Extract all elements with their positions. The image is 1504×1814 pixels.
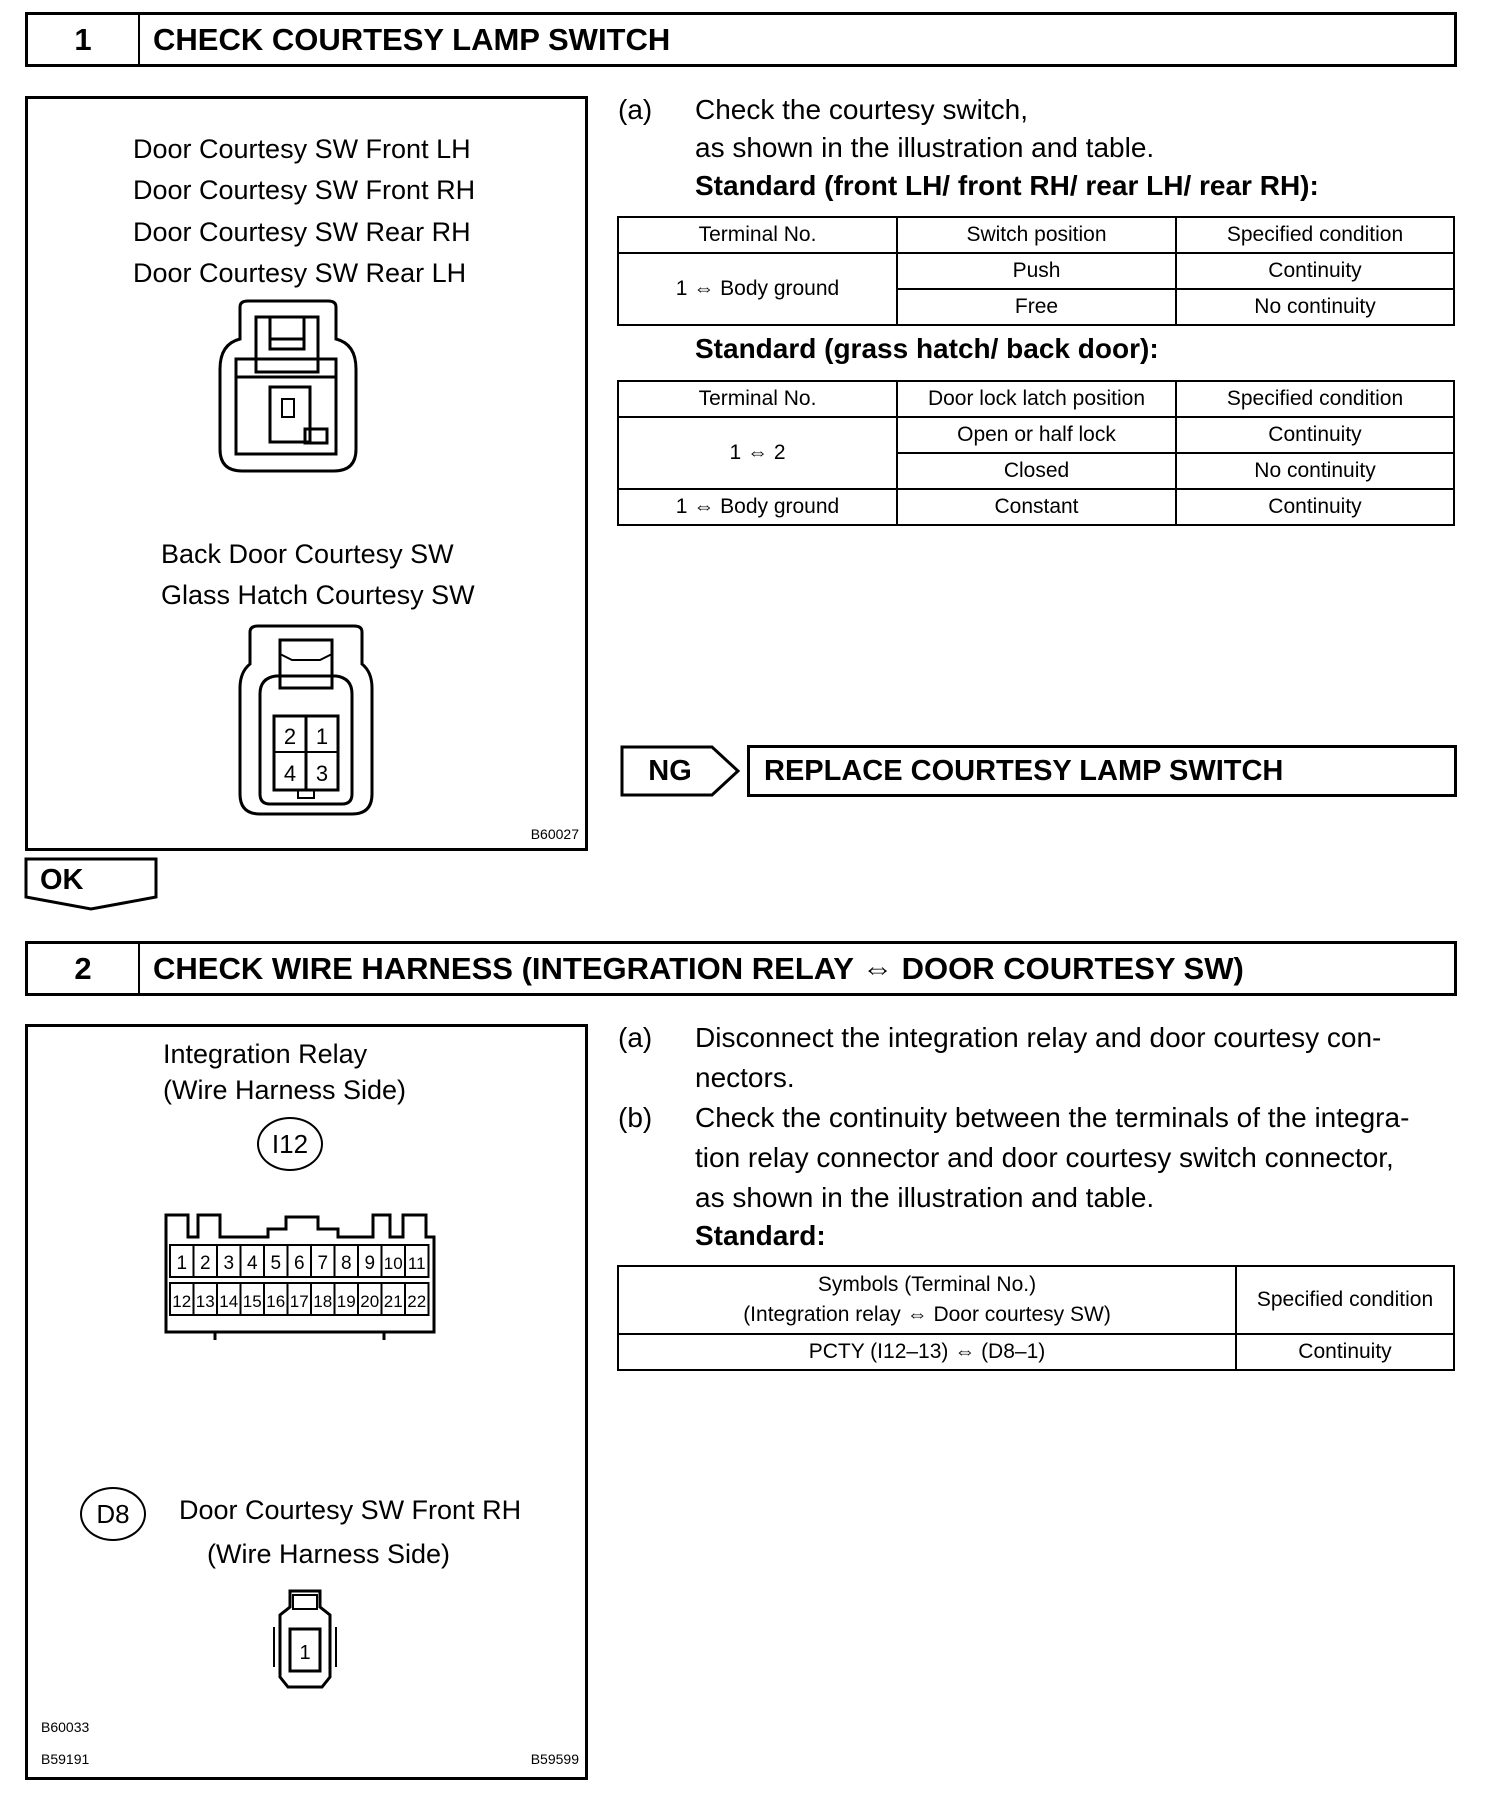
standard1-heading: Standard (front LH/ front RH/ rear LH/ rear RH): [695,170,1319,201]
cell-terminal: 1 ⇔ Body ground [618,253,897,325]
relay-pin-number: 3 [223,1253,235,1274]
th-condition: Specified condition [1236,1266,1454,1334]
ng-label: NG [648,755,692,787]
cell-position: Constant [897,489,1176,525]
relay-pin-number: 13 [195,1292,215,1311]
table-harness-continuity [617,1265,1455,1371]
cell-position: Open or half lock [897,417,1176,453]
th-condition: Specified condition [1176,381,1454,417]
back-door-switch-connector-icon [236,624,381,819]
relay-pin-number: 1 [176,1253,188,1274]
relay-pin-number: 21 [383,1292,403,1311]
instruction-line: as shown in the illustration and table. [695,1182,1155,1213]
cell-position: Free [897,289,1176,325]
cell-symbols: PCTY (I12–13) ⇔ (D8–1) [618,1334,1236,1370]
instruction-line: Check the continuity between the terminals of the integra- [695,1102,1410,1133]
th-switch-position: Switch position [897,217,1176,253]
relay-pin-number: 2 [199,1253,211,1274]
step-title: CHECK COURTESY LAMP SWITCH [153,22,671,57]
step2-header [25,941,1457,996]
relay-pin-number: 15 [242,1292,262,1311]
table-hatch-back-door [617,380,1455,526]
relay-pin-number: 5 [270,1253,282,1274]
ng-action: REPLACE COURTESY LAMP SWITCH [747,745,1457,797]
integration-relay-connector-icon [158,1207,478,1357]
step1-instruction [618,90,1458,170]
cell-condition: No continuity [1176,453,1454,489]
instruction-line: as shown in the illustration and table. [695,132,1155,163]
marker-a: (a) [618,1022,653,1053]
relay-pin-number: 4 [246,1253,258,1274]
relay-pin-number: 20 [360,1292,380,1311]
door-switch-connector-icon [208,299,368,479]
label-front-lh: Door Courtesy SW Front LH [133,134,471,164]
step-number: 1 [28,15,140,64]
marker-b: (b) [618,1102,653,1133]
marker-a: (a) [618,94,653,125]
step-title: CHECK WIRE HARNESS (INTEGRATION RELAY ⇔ DOOR COURTESY SW) [153,951,1244,986]
label-glass-hatch: Glass Hatch Courtesy SW [161,580,475,610]
step-number: 2 [28,944,140,993]
cell-condition: Continuity [1176,489,1454,525]
instruction-line: nectors. [695,1062,795,1093]
cell-condition: Continuity [1176,417,1454,453]
door-courtesy-connector-icon [268,1587,348,1697]
cell-position: Closed [897,453,1176,489]
relay-pin-number: 16 [266,1292,286,1311]
th-terminal: Terminal No. [618,217,897,253]
th-symbols [618,1266,1236,1334]
relay-pin-number: 17 [289,1292,309,1311]
cell-terminal: 1 ⇔ 2 [618,417,897,489]
relay-pin-number: 6 [293,1253,305,1274]
pin-4: 4 [283,761,297,786]
label-rear-lh: Door Courtesy SW Rear LH [133,258,467,288]
relay-pin-number: 9 [364,1253,376,1274]
cell-condition: Continuity [1236,1334,1454,1370]
illustration-code: B59191 [41,1751,90,1767]
relay-label: Integration Relay [163,1039,368,1069]
cell-position: Push [897,253,1176,289]
relay-pin-number: 12 [172,1292,192,1311]
relay-pin-number: 10 [383,1254,403,1273]
relay-pin-number: 8 [340,1253,352,1274]
relay-connector-code: I12 [257,1117,323,1171]
th-latch-position: Door lock latch position [897,381,1176,417]
pin-3: 3 [315,761,329,786]
th-condition: Specified condition [1176,217,1454,253]
relay-pin-number: 11 [407,1254,426,1273]
instruction-line: Check the courtesy switch, [695,94,1029,125]
relay-pin-number: 14 [219,1292,239,1311]
relay-side-label: (Wire Harness Side) [163,1075,407,1105]
door-label: Door Courtesy SW Front RH [179,1495,522,1525]
table-front-rear-doors [617,216,1455,326]
illustration-code: B60027 [530,826,579,842]
th-symbols-line2: (Integration relay ⇔ Door courtesy SW) [743,1303,1111,1326]
pin-1: 1 [315,724,329,749]
door-connector-code: D8 [80,1487,146,1541]
wire-harness-illustration [25,1024,588,1780]
standard2-heading: Standard (grass hatch/ back door): [695,333,1159,364]
relay-pin-number: 18 [313,1292,333,1311]
pin-2: 2 [283,724,297,749]
step1-header [25,12,1457,67]
standard-heading: Standard: [695,1220,826,1251]
th-terminal: Terminal No. [618,381,897,417]
relay-pin-number: 22 [407,1292,427,1311]
cell-condition: No continuity [1176,289,1454,325]
cell-condition: Continuity [1176,253,1454,289]
label-back-door: Back Door Courtesy SW [161,539,454,569]
instruction-line: Disconnect the integration relay and door courtesy con- [695,1022,1382,1053]
th-symbols-line1: Symbols (Terminal No.) [817,1273,1037,1296]
door-pin-1: 1 [299,1642,311,1664]
instruction-line: tion relay connector and door courtesy switch connector, [695,1142,1394,1173]
illustration-code: B59599 [530,1751,579,1767]
ok-label: OK [40,864,84,896]
relay-pin-number: 7 [317,1253,329,1274]
illustration-code: B60033 [41,1719,90,1735]
cell-terminal: 1 ⇔ Body ground [618,489,897,525]
label-front-rh: Door Courtesy SW Front RH [133,175,476,205]
courtesy-switch-illustration [25,96,588,851]
label-rear-rh: Door Courtesy SW Rear RH [133,217,471,247]
relay-pin-number: 19 [336,1292,356,1311]
door-side-label: (Wire Harness Side) [207,1539,451,1569]
